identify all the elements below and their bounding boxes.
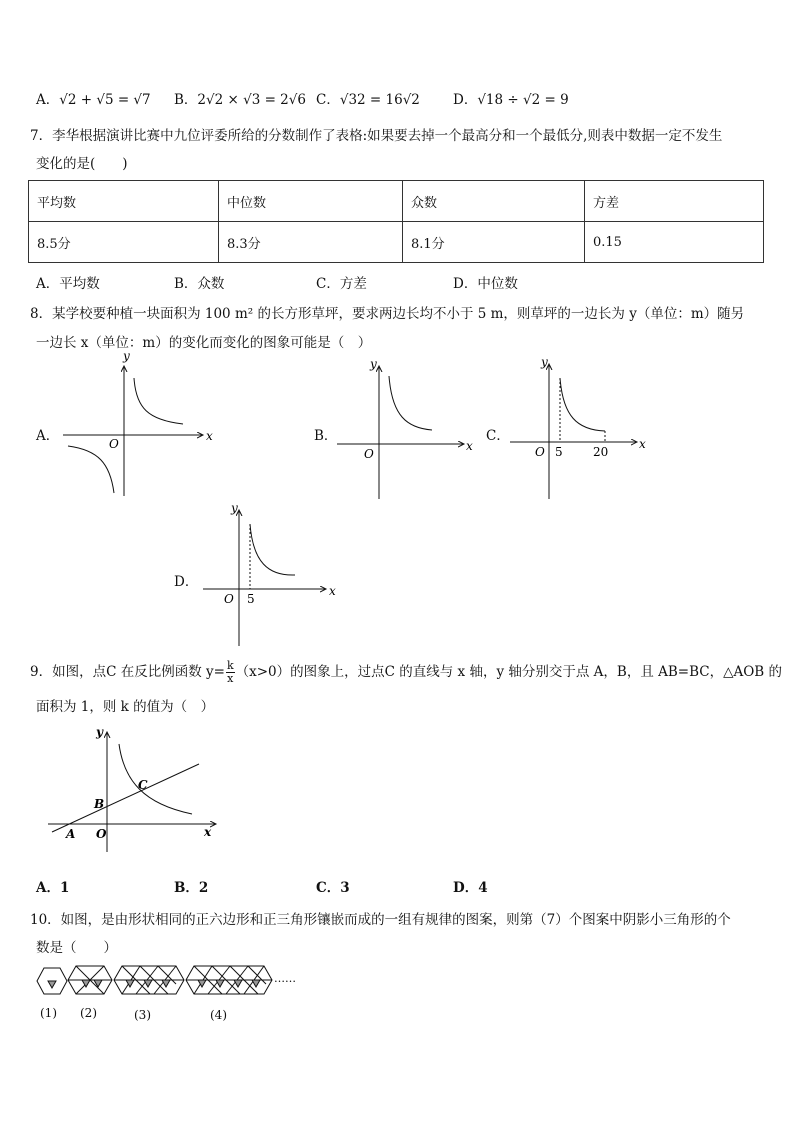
y-label: y (541, 355, 548, 369)
hyperbola-branch (134, 378, 183, 424)
pattern-caption: (3) (134, 1008, 151, 1022)
q8-option-d[interactable]: D． (174, 574, 199, 590)
table-cell: 8.5分 (29, 222, 219, 263)
q7-stem-line1: 7．李华根据演讲比赛中九位评委所给的分数制作了表格:如果要去掉一个最高分和一个最低分,则表中数据一定不发生 (30, 128, 723, 144)
q6-option-c[interactable]: C．√32 = 16√2 (316, 92, 420, 108)
q8-graph-d (198, 500, 348, 648)
origin-label: O (364, 447, 374, 461)
q9-stem-line1: 9．如图，点C 在反比例函数 y= $\frac{k}{x}$ （x>0）的图象上，过点C 的直线与 x 轴，y 轴分别交于点 A，B，且 AB=BC，△AOB 的 (30, 659, 783, 685)
tick-label: 5 (247, 592, 255, 606)
q9-figure (44, 726, 224, 856)
hyperbola-branch (68, 446, 114, 493)
table-header-cell: 众数 (403, 181, 585, 222)
point-c-label: C (138, 778, 148, 792)
y-label: y (96, 725, 103, 739)
table-header-row (29, 181, 764, 222)
q10-stem-line2: 数是（ ） (36, 940, 117, 956)
origin-label: O (109, 437, 119, 451)
x-label: x (206, 429, 213, 443)
x-label: x (466, 439, 473, 453)
pattern-2 (68, 966, 112, 994)
q9-stem-line2: 面积为 1，则 k 的值为（ ） (36, 699, 215, 715)
pattern-3 (114, 966, 184, 994)
origin-label: O (535, 445, 545, 459)
y-label: y (123, 349, 130, 363)
q9-option-d[interactable]: D．4 (453, 880, 488, 896)
q10-tessellation-figure (36, 958, 306, 1003)
pattern-caption: (4) (210, 1008, 227, 1022)
tick-label: 20 (593, 445, 609, 459)
point-a-label: A (66, 827, 76, 841)
q7-option-d[interactable]: D．中位数 (453, 276, 518, 292)
q8-stem-line1: 8．某学校要种植一块面积为 100 m² 的长方形草坪，要求两边长均不小于 5 m，则草坪的一边长为 y（单位：m）随另 (30, 306, 745, 322)
q8-option-b[interactable]: B． (314, 428, 338, 444)
table-header-cell: 方差 (585, 181, 764, 222)
table-cell: 8.1分 (403, 222, 585, 263)
q6-option-b[interactable]: B．2√2 × √3 = 2√6 (174, 92, 306, 108)
hyperbola-branch (389, 376, 432, 430)
table-header-cell: 中位数 (219, 181, 403, 222)
y-label: y (231, 501, 238, 515)
pattern-caption: (1) (40, 1006, 57, 1020)
q7-score-table (28, 180, 764, 263)
q8-graph-c (505, 354, 655, 502)
y-label: y (370, 357, 377, 371)
pattern-4 (186, 966, 272, 994)
fraction-k-over-x: $\frac{k}{x}$ (226, 659, 234, 685)
q6-option-a[interactable]: A．√2 + √5 = √7 (36, 92, 151, 108)
table-row (29, 222, 764, 263)
q10-stem-line1: 10．如图，是由形状相同的正六边形和正三角形镶嵌而成的一组有规律的图案，则第（7）个图案中阴影小三角形的个 (30, 912, 731, 928)
q8-stem-line2: 一边长 x（单位：m）的变化而变化的图象可能是（ ） (36, 335, 372, 351)
q8-graph-b (332, 356, 482, 504)
q8-option-c[interactable]: C． (486, 428, 510, 444)
x-label: x (639, 437, 646, 451)
q8-option-a[interactable]: A． (36, 428, 60, 444)
hyperbola-curve (119, 744, 192, 814)
table-cell: 0.15 (585, 222, 764, 263)
table-header-cell: 平均数 (29, 181, 219, 222)
tick-label: 5 (555, 445, 563, 459)
hyperbola-segment (250, 524, 295, 575)
line-abc (52, 764, 199, 832)
origin-label: O (224, 592, 234, 606)
q9-option-a[interactable]: A．1 (36, 880, 70, 896)
origin-label: O (96, 827, 107, 841)
q9-option-b[interactable]: B．2 (174, 880, 209, 896)
q7-option-a[interactable]: A．平均数 (36, 276, 100, 292)
ellipsis: …… (274, 972, 296, 985)
point-b-label: B (94, 797, 105, 811)
pattern-1 (37, 968, 67, 994)
x-label: x (329, 584, 336, 598)
pattern-caption: (2) (80, 1006, 97, 1020)
q8-graph-a (58, 349, 218, 503)
table-cell: 8.3分 (219, 222, 403, 263)
hyperbola-segment (560, 378, 605, 431)
q6-option-d[interactable]: D．√18 ÷ √2 = 9 (453, 92, 569, 108)
q9-option-c[interactable]: C．3 (316, 880, 350, 896)
q7-stem-line2: 变化的是( ) (36, 156, 128, 172)
x-label: x (204, 825, 212, 839)
q7-option-b[interactable]: B．众数 (174, 276, 225, 292)
q7-option-c[interactable]: C．方差 (316, 276, 367, 292)
